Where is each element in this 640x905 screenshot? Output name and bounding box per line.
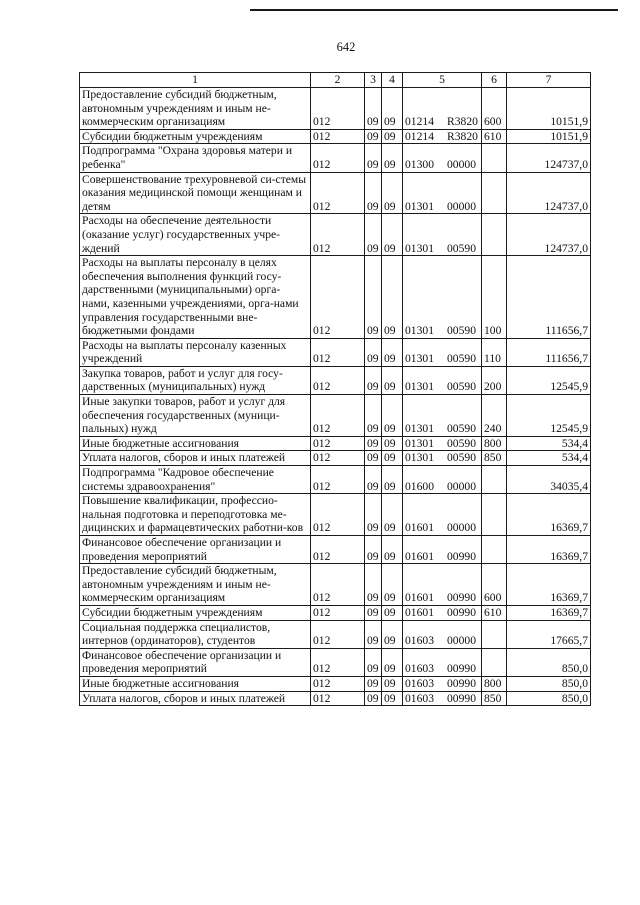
row-target-article [403,605,482,620]
col-header-4: 4 [382,73,403,88]
target-article-direction: 00000 [447,521,476,535]
row-ministry-code: 012 [311,494,365,536]
row-amount: 111656,7 [507,256,591,339]
row-expense-type: 100 [482,256,507,339]
row-target-article [403,338,482,366]
row-amount: 16369,7 [507,536,591,564]
row-ministry-code: 012 [311,172,365,214]
row-amount: 124737,0 [507,144,591,172]
table-row [80,366,591,394]
row-ministry-code: 012 [311,676,365,691]
table-row [80,256,591,339]
row-ministry-code: 012 [311,564,365,606]
table-row [80,564,591,606]
row-subsection-code: 09 [382,494,403,536]
row-target-article [403,620,482,648]
row-ministry-code: 012 [311,620,365,648]
row-subsection-code: 09 [382,129,403,144]
row-subsection-code: 09 [382,144,403,172]
table-row [80,494,591,536]
row-amount: 16369,7 [507,605,591,620]
row-section-code: 09 [365,676,382,691]
row-subsection-code: 09 [382,466,403,494]
table-row [80,395,591,437]
row-amount: 10151,9 [507,88,591,130]
row-target-article [403,676,482,691]
row-target-article [403,451,482,466]
row-ministry-code: 012 [311,536,365,564]
row-name-cell: Предоставление субсидий бюджетным, автономным учреждениям и иным не-коммерческим организациям [80,564,311,606]
budget-table [79,72,591,706]
row-expense-type: 850 [482,691,507,706]
target-article-direction: 00590 [447,241,476,255]
row-amount: 534,4 [507,436,591,451]
row-subsection-code: 09 [382,691,403,706]
row-section-code: 09 [365,88,382,130]
row-section-code: 09 [365,466,382,494]
header-row [80,73,591,88]
target-article-program: 01300 [405,157,434,171]
table-row [80,536,591,564]
row-amount: 124737,0 [507,214,591,256]
row-target-article [403,214,482,256]
row-expense-type [482,494,507,536]
row-ministry-code: 012 [311,256,365,339]
row-amount: 12545,9 [507,395,591,437]
row-section-code: 09 [365,366,382,394]
target-article-direction: 00590 [447,436,476,450]
row-section-code: 09 [365,605,382,620]
target-article-program: 01601 [405,591,434,605]
col-header-5: 5 [403,73,482,88]
row-expense-type: 800 [482,436,507,451]
row-target-article [403,88,482,130]
target-article-direction: 00000 [447,479,476,493]
row-name-cell: Уплата налогов, сборов и иных платежей [80,451,311,466]
row-subsection-code: 09 [382,395,403,437]
row-amount: 34035,4 [507,466,591,494]
target-article-direction: 00990 [447,662,476,676]
col-header-6: 6 [482,73,507,88]
row-ministry-code: 012 [311,395,365,437]
row-amount: 12545,9 [507,366,591,394]
target-article-program: 01601 [405,549,434,563]
target-article-program: 01603 [405,662,434,676]
table-row [80,451,591,466]
row-amount: 16369,7 [507,494,591,536]
table-row [80,214,591,256]
target-article-program: 01301 [405,451,434,465]
row-name-cell: Расходы на обеспечение деятельности (оказание услуг) государственных учре-ждений [80,214,311,256]
row-name-cell: Подпрограмма "Охрана здоровья матери и ребенка" [80,144,311,172]
row-target-article [403,129,482,144]
row-expense-type: 610 [482,129,507,144]
row-name-cell: Иные бюджетные ассигнования [80,436,311,451]
row-subsection-code: 09 [382,605,403,620]
target-article-direction: R3820 [447,115,478,129]
row-section-code: 09 [365,564,382,606]
row-ministry-code: 012 [311,436,365,451]
target-article-direction: 00000 [447,199,476,213]
target-article-direction: 00000 [447,157,476,171]
row-amount: 850,0 [507,648,591,676]
row-target-article [403,648,482,676]
row-ministry-code: 012 [311,366,365,394]
row-section-code: 09 [365,536,382,564]
row-name-cell: Подпрограмма "Кадровое обеспечение системы здравоохранения" [80,466,311,494]
row-section-code: 09 [365,172,382,214]
row-expense-type: 610 [482,605,507,620]
row-name-cell: Предоставление субсидий бюджетным, автономным учреждениям и иным не-коммерческим организациям [80,88,311,130]
row-ministry-code: 012 [311,88,365,130]
target-article-program: 01603 [405,691,434,705]
target-article-program: 01214 [405,129,434,143]
target-article-direction: 00990 [447,605,476,619]
target-article-direction: 00990 [447,591,476,605]
row-subsection-code: 09 [382,536,403,564]
row-name-cell: Совершенствование трехуровневой си-стемы оказания медицинской помощи женщинам и детям [80,172,311,214]
row-subsection-code: 09 [382,451,403,466]
table-row [80,172,591,214]
row-target-article [403,436,482,451]
row-target-article [403,256,482,339]
row-ministry-code: 012 [311,648,365,676]
row-ministry-code: 012 [311,214,365,256]
row-name-cell: Закупка товаров, работ и услуг для госу-дарственных (муниципальных) нужд [80,366,311,394]
table-row [80,676,591,691]
target-article-direction: 00990 [447,676,476,690]
row-section-code: 09 [365,338,382,366]
table-row [80,144,591,172]
col-header-1: 1 [80,73,311,88]
row-amount: 111656,7 [507,338,591,366]
row-expense-type [482,144,507,172]
target-article-direction: 00000 [447,634,476,648]
row-ministry-code: 012 [311,129,365,144]
row-target-article [403,466,482,494]
table-row [80,691,591,706]
row-section-code: 09 [365,648,382,676]
row-subsection-code: 09 [382,620,403,648]
row-expense-type [482,620,507,648]
page-number: 642 [336,40,356,54]
table-row [80,129,591,144]
row-section-code: 09 [365,620,382,648]
target-article-direction: 00990 [447,549,476,563]
row-amount: 10151,9 [507,129,591,144]
row-expense-type: 600 [482,564,507,606]
row-section-code: 09 [365,436,382,451]
row-amount: 16369,7 [507,564,591,606]
row-name-cell: Иные закупки товаров, работ и услуг для обеспечения государственных (муници-пальных) нужд [80,395,311,437]
row-section-code: 09 [365,214,382,256]
target-article-program: 01301 [405,199,434,213]
target-article-program: 01301 [405,352,434,366]
row-ministry-code: 012 [311,605,365,620]
row-expense-type: 850 [482,451,507,466]
header-rule [250,9,618,11]
row-target-article [403,494,482,536]
row-name-cell: Финансовое обеспечение организации и проведения мероприятий [80,536,311,564]
row-name-cell: Субсидии бюджетным учреждениям [80,605,311,620]
target-article-direction: 00590 [447,352,476,366]
target-article-direction: 00590 [447,422,476,436]
row-expense-type [482,214,507,256]
row-subsection-code: 09 [382,256,403,339]
target-article-direction: 00990 [447,691,476,705]
row-section-code: 09 [365,691,382,706]
row-subsection-code: 09 [382,564,403,606]
row-name-cell: Расходы на выплаты персоналу казенных учреждений [80,338,311,366]
row-target-article [403,144,482,172]
row-expense-type: 600 [482,88,507,130]
table-row [80,620,591,648]
row-section-code: 09 [365,144,382,172]
row-subsection-code: 09 [382,88,403,130]
row-ministry-code: 012 [311,144,365,172]
row-name-cell: Субсидии бюджетным учреждениям [80,129,311,144]
row-target-article [403,536,482,564]
row-subsection-code: 09 [382,172,403,214]
row-target-article [403,395,482,437]
row-subsection-code: 09 [382,366,403,394]
row-expense-type: 240 [482,395,507,437]
row-expense-type: 800 [482,676,507,691]
row-section-code: 09 [365,129,382,144]
table-row [80,338,591,366]
row-subsection-code: 09 [382,214,403,256]
table-row [80,88,591,130]
target-article-direction: R3820 [447,129,478,143]
col-header-7: 7 [507,73,591,88]
col-header-2: 2 [311,73,365,88]
row-target-article [403,172,482,214]
row-name-cell: Повышение квалификации, профессио-нальная подготовка и переподготовка ме-дицинских и фармацевтических работни-ков [80,494,311,536]
row-name-cell: Иные бюджетные ассигнования [80,676,311,691]
col-header-3: 3 [365,73,382,88]
row-amount: 124737,0 [507,172,591,214]
row-amount: 850,0 [507,691,591,706]
row-subsection-code: 09 [382,436,403,451]
row-ministry-code: 012 [311,691,365,706]
target-article-program: 01603 [405,634,434,648]
row-section-code: 09 [365,395,382,437]
target-article-program: 01214 [405,115,434,129]
row-ministry-code: 012 [311,451,365,466]
row-expense-type: 110 [482,338,507,366]
target-article-program: 01603 [405,676,434,690]
table-row [80,605,591,620]
table-row [80,648,591,676]
table-row [80,466,591,494]
row-name-cell: Финансовое обеспечение организации и проведения мероприятий [80,648,311,676]
row-subsection-code: 09 [382,338,403,366]
row-section-code: 09 [365,256,382,339]
target-article-program: 01301 [405,241,434,255]
row-expense-type [482,466,507,494]
target-article-program: 01301 [405,422,434,436]
row-target-article [403,366,482,394]
row-expense-type [482,172,507,214]
row-section-code: 09 [365,494,382,536]
row-expense-type: 200 [482,366,507,394]
row-subsection-code: 09 [382,676,403,691]
target-article-program: 01301 [405,380,434,394]
target-article-direction: 00590 [447,380,476,394]
row-amount: 17665,7 [507,620,591,648]
row-expense-type [482,536,507,564]
row-name-cell: Уплата налогов, сборов и иных платежей [80,691,311,706]
row-amount: 850,0 [507,676,591,691]
row-target-article [403,691,482,706]
row-amount: 534,4 [507,451,591,466]
target-article-direction: 00590 [447,324,476,338]
row-name-cell: Расходы на выплаты персоналу в целях обеспечения выполнения функций госу-дарственными (муниципальными) орга-нами, казенными учреждениями, орга-нами управления государственными вне-бюджетными фондами [80,256,311,339]
row-expense-type [482,648,507,676]
row-target-article [403,564,482,606]
target-article-program: 01600 [405,479,434,493]
target-article-program: 01601 [405,605,434,619]
target-article-program: 01301 [405,324,434,338]
row-name-cell: Социальная поддержка специалистов, интернов (ординаторов), студентов [80,620,311,648]
row-section-code: 09 [365,451,382,466]
row-subsection-code: 09 [382,648,403,676]
target-article-program: 01601 [405,521,434,535]
target-article-direction: 00590 [447,451,476,465]
table-row [80,436,591,451]
row-ministry-code: 012 [311,338,365,366]
row-ministry-code: 012 [311,466,365,494]
target-article-program: 01301 [405,436,434,450]
